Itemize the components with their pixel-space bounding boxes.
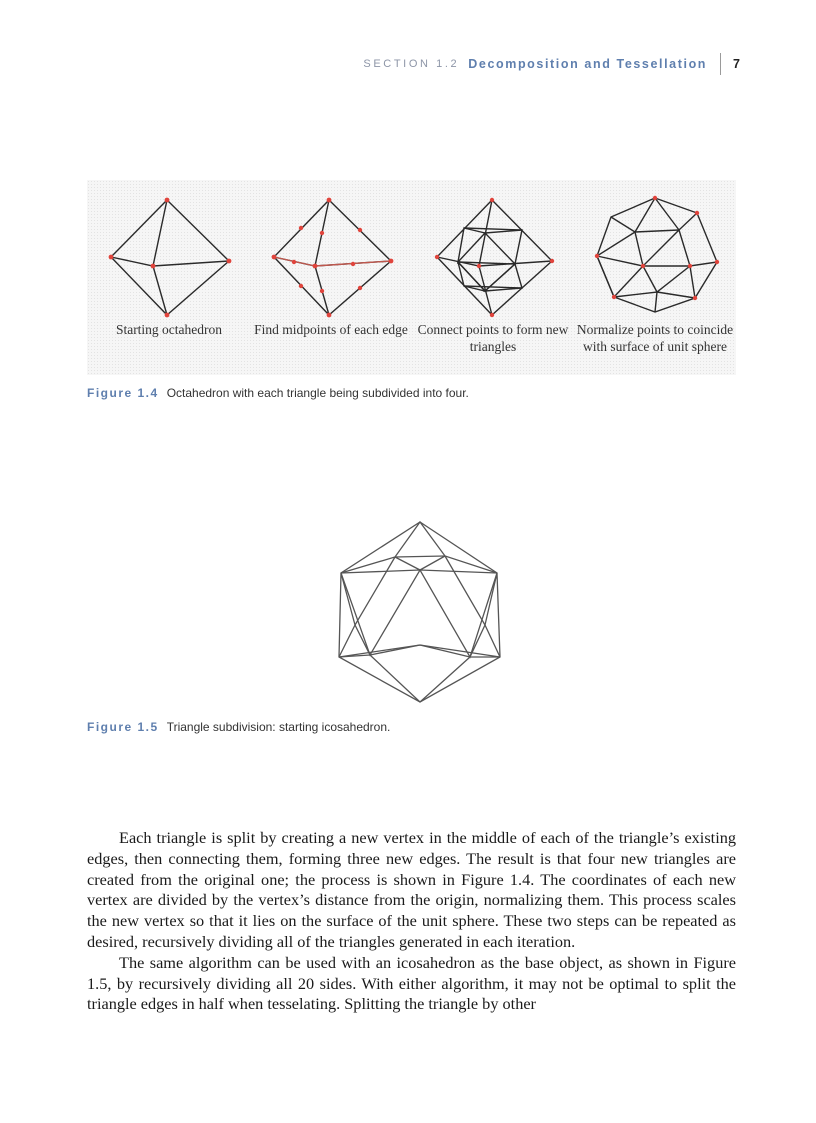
panel-starting-octahedron [111, 200, 229, 315]
figure-1-5-label: Figure 1.5 [87, 720, 159, 734]
panel-normalize-points [597, 198, 717, 312]
section-label: SECTION 1.2 [363, 58, 460, 70]
header-divider [720, 53, 721, 75]
panel-caption-find-midpoints: Find midpoints of each edge [254, 322, 408, 337]
panel-connect-points [437, 200, 552, 315]
section-title: Decomposition and Tessellation [468, 57, 708, 71]
paragraph: The same algorithm can be used with an icosahedron as the base object, as shown in Figure 1.5, by recursively dividing all 20 sides. With either algorithm, it may not be optimal to split the triangle edges in half when tesselating. Splitting the triangle by other [87, 952, 736, 1014]
figure-1-5 [335, 515, 505, 710]
panel-find-midpoints [274, 200, 391, 315]
running-head [363, 53, 740, 75]
icosahedron-wireframe [335, 515, 505, 710]
body-text [87, 828, 736, 1015]
figure-1-5-caption [87, 720, 390, 734]
figure-1-4 [87, 180, 736, 375]
panel-caption-starting-octahedron: Starting octahedron [115, 322, 223, 337]
figure-1-5-caption-text: Triangle subdivision: starting icosahedron. [166, 720, 391, 734]
panel-caption-normalize-points: Normalize points to coincide with surface of unit sphere [576, 322, 734, 354]
figure-1-4-caption [87, 386, 469, 400]
paragraph: Each triangle is split by creating a new vertex in the middle of each of the triangle’s existing edges, then connecting them, forming three new edges. The result is that four new triangles are created from the original one; the process is shown in Figure 1.4. The coordinates of each new vertex are divided by the vertex’s distance from the origin, normalizing them. This process scales the new vertex so that it lies on the surface of the unit sphere. These two steps can be repeated as desired, recursively dividing all of the triangles generated in each iteration. [87, 828, 736, 951]
panel-caption-connect-points: Connect points to form new triangles [417, 322, 569, 354]
figure-1-4-label: Figure 1.4 [87, 386, 159, 400]
page-number: 7 [733, 57, 740, 71]
figure-1-4-caption-text: Octahedron with each triangle being subdivided into four. [166, 386, 469, 400]
